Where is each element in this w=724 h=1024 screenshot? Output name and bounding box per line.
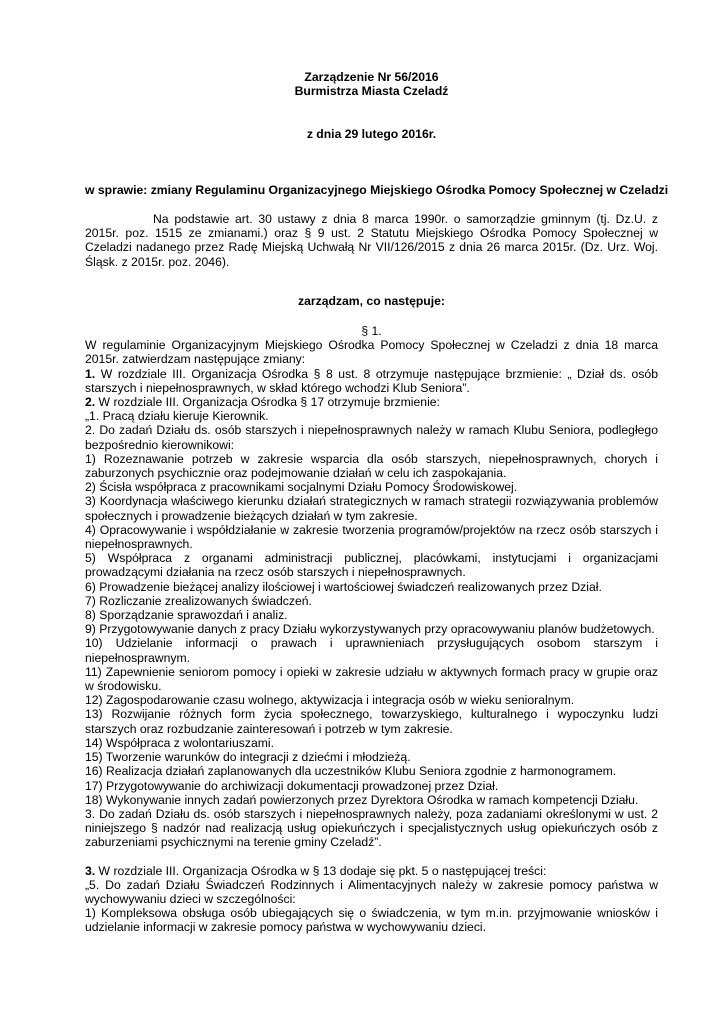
change-2-item-3: 3. Do zadań Działu ds. osób starszych i niepełnosprawnych należy, poza zadaniami określonymi w ust. 2 niniejszego § nadzór nad realizacją usług opiekuńczych i specjalistycznych usług opiekuńczych osób z zaburzeniami psychicznymi na terenie gminy Czeladź”. xyxy=(85,806,658,850)
section-1-intro: W regulaminie Organizacyjnym Miejskiego Ośrodka Pomocy Społecznej w Czeladzi z dnia 18 marca 2015r. zatwierdzam następujące zmiany: xyxy=(85,338,658,367)
task-item: 15) Tworzenie warunków do integracji z dziećmi i młodzieżą. xyxy=(85,750,411,765)
task-item: 7) Rozliczanie zrealizowanych świadczeń. xyxy=(85,593,312,608)
task-item: 1) Rozeznawanie potrzeb w zakresie wsparcia dla osób starszych, niepełnosprawnych, chorych i zaburzonych psychicznie oraz podejmowanie działań w celu ich zaspokajania. xyxy=(85,451,658,481)
section-1-heading: § 1. xyxy=(361,324,382,338)
task-item: 14) Współpraca z wolontariuszami. xyxy=(85,735,274,750)
document-title: Zarządzenie Nr 56/2016 xyxy=(304,70,439,84)
paragraph-spacer xyxy=(85,850,658,864)
change-2-item-2: 2. Do zadań Działu ds. osób starszych i niepełnosprawnych należy w ramach Klubu Seniora, podległego bezpośrednio kierownikowi: xyxy=(85,423,658,452)
change-2 xyxy=(85,395,658,409)
task-item: 2) Ścisła współpraca z pracownikami socjalnymi Działu Pomocy Środowiskowej. xyxy=(85,480,518,495)
change-1 xyxy=(85,367,658,395)
change-3-text: W rozdziale III. Organizacja Ośrodka w § 13 dodaje się pkt. 5 o następującej treści: xyxy=(95,863,547,878)
task-item: 11) Zapewnienie seniorom pomocy i opieki w zakresie udziału w aktywnych formach pracy w grupie oraz w środowisku. xyxy=(85,664,658,694)
task-item: 17) Przygotowywanie do archiwizacji dokumentacji prowadzonej przez Dział. xyxy=(85,778,499,793)
change-2-item-1: „1. Pracą działu kieruje Kierownik. xyxy=(85,409,269,424)
change-3-subitem-1: 1) Kompleksowa obsługa osób ubiegających się o świadczenia, w tym m.in. przyjmowanie wniosków i udzielanie informacji w zakresie pomocy państwa w wychowywaniu dzieci. xyxy=(85,906,658,935)
task-item: 3) Koordynacja właściwego kierunku działań strategicznych w ramach strategii rozwiązywania problemów społecznych i prowadzenie bieżących działań w tym zakresie. xyxy=(85,494,658,523)
task-item: 8) Sporządzanie sprawozdań i analiz. xyxy=(85,608,288,623)
preamble-paragraph: Na podstawie art. 30 ustawy z dnia 8 marca 1990r. o samorządzie gminnym (tj. Dz.U. z 2015r. poz. 1515 ze zmianami.) oraz § 9 ust. 2 Statutu Miejskiego Ośrodka Pomocy Społecznej w Czeladzi nadanego przez Radę Miejską Uchwałą Nr VII/126/2015 z dnia 26 marca 2015r. (Dz. Urz. Woj. Śląsk. z 2015r. poz. 2046). xyxy=(85,212,658,269)
document-date: z dnia 29 lutego 2016r. xyxy=(306,127,437,141)
task-item: 5) Współpraca z organami administracji publicznej, placówkami, instytucjami i organizacjami prowadzącymi działania na rzecz osób starszych i niepełnosprawnych. xyxy=(85,551,658,580)
task-item: 12) Zagospodarowanie czasu wolnego, aktywizacja i integracja osób w wieku senioralnym. xyxy=(85,693,575,708)
task-item: 18) Wykonywanie innych zadań powierzonych przez Dyrektora Ośrodka w ramach kompetencji Działu. xyxy=(85,792,639,807)
change-2-number: 2. xyxy=(85,395,96,410)
task-item: 13) Rozwijanie różnych form życia społecznego, towarzyskiego, kulturalnego i wypoczynku ludzi starszych oraz rozbudzanie zainteresowań i potrzeb w tym zakresie. xyxy=(85,707,658,736)
task-list xyxy=(85,452,658,807)
task-item: 10) Udzielanie informacji o prawach i uprawnieniach przysługujących osobom starszym i niepełnosprawnym. xyxy=(85,636,658,665)
task-item: 9) Przygotowywanie danych z pracy Działu wykorzystywanych przy opracowywaniu planów budżetowych. xyxy=(85,622,655,637)
change-1-number: 1. xyxy=(85,366,96,381)
change-3-number: 3. xyxy=(85,863,96,878)
section-1-body xyxy=(85,324,658,935)
change-2-text: W rozdziale III. Organizacja Ośrodka § 17 otrzymuje brzmienie: xyxy=(95,395,440,410)
change-1-text: W rozdziale III. Organizacja Ośrodka § 8 ust. 8 otrzymuje następujące brzmienie: „ Dział ds. osób starszych i niepełnosprawnych, w skład którego wchodzi Klub Seniora”. xyxy=(85,366,658,395)
document-issuer: Burmistrza Miasta Czeladź xyxy=(294,84,449,98)
task-item: 6) Prowadzenie bieżącej analizy ilościowej i wartościowej świadczeń realizowanych przez Dział. xyxy=(85,579,602,594)
task-item: 16) Realizacja działań zaplanowanych dla uczestników Klubu Seniora zgodnie z harmonogramem. xyxy=(85,764,617,779)
task-item: 4) Opracowywanie i współdziałanie w zakresie tworzenia programów/projektów na rzecz osób starszych i niepełnosprawnych. xyxy=(85,522,658,552)
change-3-item-5: „5. Do zadań Działu Świadczeń Rodzinnych i Alimentacyjnych należy w zakresie pomocy państwa w wychowywaniu dzieci w szczególności: xyxy=(85,877,658,906)
change-3 xyxy=(85,864,658,878)
decision-heading: zarządzam, co następuje: xyxy=(298,294,445,308)
document-subject: w sprawie: zmiany Regulaminu Organizacyjnego Miejskiego Ośrodka Pomocy Społecznej w Czeladzi xyxy=(85,183,669,197)
